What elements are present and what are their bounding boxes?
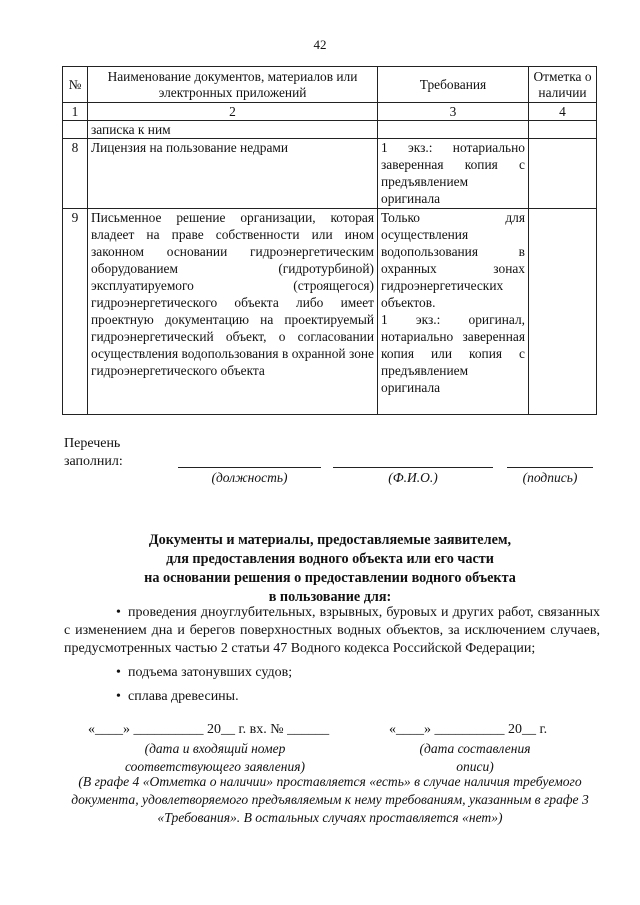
instruction-note: (В графе 4 «Отметка о наличии» проставляется «есть» в случае наличия требуемого документа, удовлетворяемого предъявляемым к нему требованиям, указанным в графе 3 «Требования». В остальных случаях проставляется «нет»)	[71, 774, 589, 825]
header-requirements: Требования	[378, 67, 529, 103]
header-name: Наименование документов, материалов или электронных приложений	[88, 67, 378, 103]
list-item	[80, 664, 600, 682]
heading-line-3: на основании решения о предоставлении водного объекта	[144, 570, 516, 586]
signature-line	[507, 466, 593, 468]
index-cell-4: 4	[529, 103, 597, 121]
bullet-icon: •	[116, 605, 121, 620]
filled-by-label	[64, 435, 123, 471]
list-item-text: проведения дноуглубительных, взрывных, буровых и других работ, связанных с изменением дна и берегов поверхностных водных объектов, за исключением случаев, предусмотренных частью 2 статьи 47 Водного кодекса Российской Федерации;	[64, 605, 600, 656]
row-8-requirements: 1 экз.: нотариально заверенная копия с предъявлением оригинала	[378, 139, 529, 209]
purpose-list	[64, 604, 600, 706]
row-9-num: 9	[63, 209, 88, 415]
inventory-date-caption-line2: описи)	[456, 759, 494, 774]
table-index-row	[63, 103, 597, 121]
continuation-text: записка к ним	[88, 121, 378, 139]
page-number: 42	[313, 37, 327, 52]
row-9-requirements	[378, 209, 529, 415]
section-heading	[60, 531, 600, 607]
row-9-mark	[529, 209, 597, 415]
row-8-name: Лицензия на пользование недрами	[88, 139, 378, 209]
index-cell-1: 1	[63, 103, 88, 121]
list-item-text: подъема затонувших судов;	[128, 665, 293, 680]
row-8-mark	[529, 139, 597, 209]
table-row-continuation	[63, 121, 597, 139]
table-row-8	[63, 139, 597, 209]
header-num: №	[63, 67, 88, 103]
incoming-date-caption-line1: (дата и входящий номер	[144, 741, 286, 756]
heading-line-4: в пользование для:	[268, 589, 392, 605]
list-item	[64, 604, 600, 658]
index-cell-3: 3	[378, 103, 529, 121]
bullet-icon: •	[116, 689, 121, 704]
row-8-num: 8	[63, 139, 88, 209]
incoming-date-caption	[100, 740, 330, 776]
fio-line	[333, 466, 493, 468]
filled-by-label-line1: Перечень	[64, 436, 121, 451]
documents-table	[62, 66, 597, 415]
header-mark: Отметка о наличии	[529, 67, 597, 103]
position-caption: (должность)	[211, 470, 288, 485]
inventory-date: «____» __________ 20__ г.	[389, 722, 548, 737]
list-item	[80, 688, 600, 706]
position-line	[178, 466, 321, 468]
filled-by-label-line2: заполнил:	[64, 454, 123, 469]
row-9-name: Письменное решение организации, которая владеет на праве собственности или ином законном основании гидроэнергетическим оборудованием (гидротурбиной) эксплуатируемого (строящегося) гидроэнергетического объекта либо имеет проектную документацию на проектируемый гидроэнергетический объект, о согласовании осуществления водопользования в охранной зоне гидроэнергетического объекта	[88, 209, 378, 415]
inventory-date-caption-line1: (дата составления	[419, 741, 531, 756]
bullet-icon: •	[116, 665, 121, 680]
incoming-date-caption-line2: соответствующего заявления)	[125, 759, 305, 774]
incoming-date-number: «____» __________ 20__ г. вх. № ______	[88, 722, 330, 737]
signature-caption: (подпись)	[522, 470, 578, 485]
index-cell-2: 2	[88, 103, 378, 121]
table-header-row	[63, 67, 597, 103]
row-9-requirements-copies: 1 экз.: оригинал, нотариально заверенная копия или копия с предъявлением оригинала	[381, 312, 525, 395]
inventory-date-caption	[390, 740, 560, 776]
fio-caption: (Ф.И.О.)	[388, 470, 438, 485]
table-row-9	[63, 209, 597, 415]
heading-line-1: Документы и материалы, предоставляемые заявителем,	[148, 532, 512, 548]
list-item-text: сплава древесины.	[128, 689, 239, 704]
row-9-requirements-scope: Только для осуществления водопользования в охранных зонах гидроэнергетических объектов.	[381, 210, 525, 310]
heading-line-2: для предоставления водного объекта или его части	[166, 551, 494, 567]
